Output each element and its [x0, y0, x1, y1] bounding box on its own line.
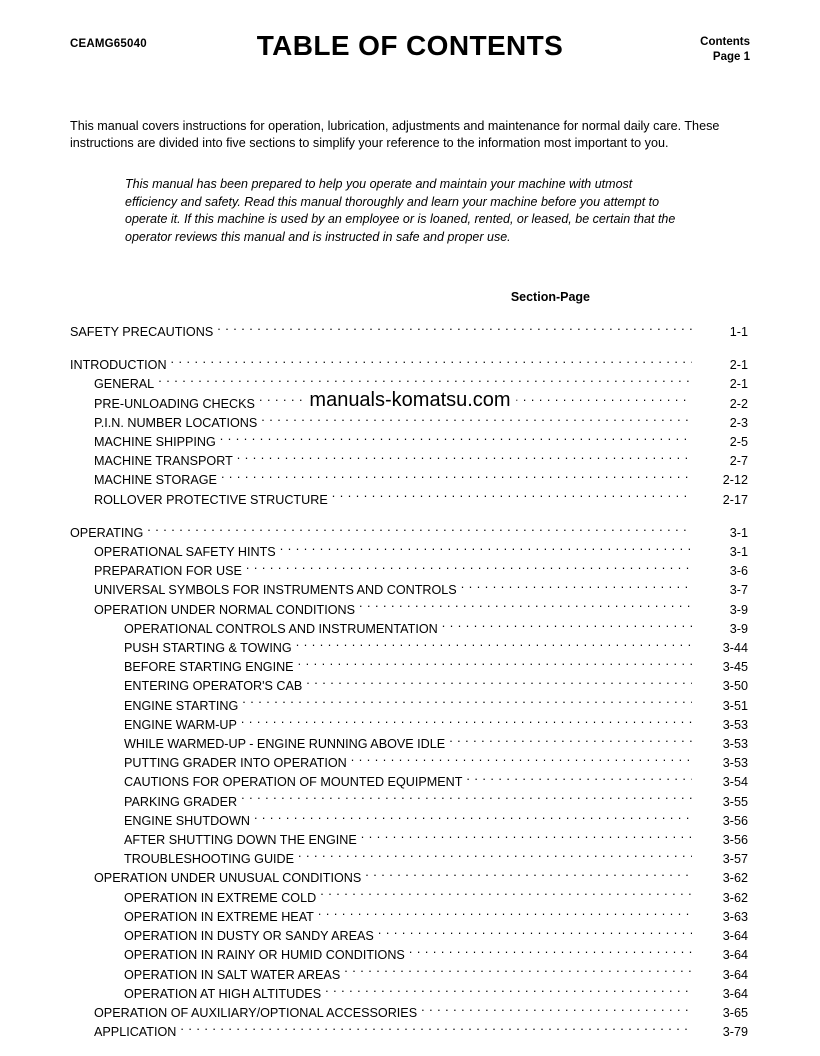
toc-entry-page: 3-9: [729, 621, 748, 636]
toc-entry-page: 3-64: [722, 929, 748, 944]
toc-leader-dots: [254, 811, 692, 825]
toc-entry-label: PRE-UNLOADING CHECKS: [94, 396, 255, 411]
toc-entry-page: 3-53: [722, 717, 748, 732]
toc-entry-page: 2-3: [729, 415, 748, 430]
toc-entry-page: 3-56: [722, 833, 748, 848]
toc-entry-page: 3-6: [729, 564, 748, 579]
toc-leader-dots: [280, 542, 692, 556]
toc-entry-label: OPERATION UNDER NORMAL CONDITIONS: [94, 602, 355, 617]
toc-entry-label: OPERATION AT HIGH ALTITUDES: [124, 986, 322, 1001]
toc-entry[interactable]: [70, 657, 750, 676]
toc-entry-label: WHILE WARMED-UP - ENGINE RUNNING ABOVE IDLE: [124, 737, 446, 752]
toc-leader-dots: [241, 715, 692, 729]
toc-entry-page: 3-62: [722, 871, 748, 886]
toc-entry-page: 3-50: [722, 679, 748, 694]
header-section-name: Contents: [700, 36, 750, 48]
header-page-number: Page 1: [712, 51, 750, 63]
toc-entry[interactable]: [70, 734, 750, 753]
toc-entry-label: ENGINE WARM-UP: [124, 717, 237, 732]
toc-entry[interactable]: [70, 984, 750, 1003]
toc-leader-dots: [318, 907, 692, 921]
toc-leader-dots: [220, 432, 692, 446]
toc-entry[interactable]: [70, 676, 750, 695]
toc-leader-dots: [147, 523, 692, 537]
toc-leader-dots: [306, 676, 692, 690]
toc-entry-page: 1-1: [729, 325, 748, 339]
toc-leader-dots: [332, 490, 692, 504]
toc-entry-label: BEFORE STARTING ENGINE: [124, 660, 294, 675]
toc-leader-dots: [466, 772, 692, 786]
toc-leader-dots: [171, 355, 692, 369]
intro-note-text: This manual has been prepared to help you operate and maintain your machine with utmost efficiency and safety. Read this manual thoroughly and learn your machine before you attempt to operate it. If this machine is used by an employee or is loaned, rented, or leased, be certain that the operator reviews this manual and is instructed in safe and proper use.: [125, 177, 676, 244]
toc-entry[interactable]: [70, 868, 750, 887]
toc-leader-dots: [365, 868, 692, 882]
toc-entry-page: 3-51: [722, 698, 748, 713]
toc-entry[interactable]: [70, 580, 750, 599]
page-header: [70, 30, 750, 76]
toc-entry[interactable]: [70, 753, 750, 772]
toc-entry-page: 3-63: [722, 909, 748, 924]
intro-paragraph: [70, 118, 750, 152]
toc-leader-dots: [442, 619, 692, 633]
toc-entry[interactable]: [70, 696, 750, 715]
toc-entry-page: 3-45: [722, 660, 748, 675]
toc-entry-page: 2-7: [729, 454, 748, 469]
toc-entry-label: TROUBLESHOOTING GUIDE: [124, 852, 295, 867]
toc-leader-dots: [298, 657, 692, 671]
toc-leader-dots: [421, 1003, 692, 1017]
intro-text: This manual covers instructions for operation, lubrication, adjustments and maintenance for normal daily care. These instructions are divided into five sections to simplify your reference to the information most important to you.: [70, 119, 720, 150]
toc-entry[interactable]: [70, 907, 750, 926]
toc-group: [70, 355, 750, 509]
toc-entry[interactable]: [70, 926, 750, 945]
watermark: manuals-komatsu.com: [303, 388, 516, 413]
toc-group: [70, 322, 750, 341]
toc-entry-page: 3-64: [722, 948, 748, 963]
toc-leader-dots: [221, 470, 692, 484]
toc-entry-page: 2-5: [729, 435, 748, 450]
toc-leader-dots: [361, 830, 692, 844]
toc-entry[interactable]: [70, 542, 750, 561]
toc-entry-label: MACHINE SHIPPING: [94, 435, 216, 450]
table-of-contents: [70, 322, 750, 1041]
toc-entry-page: 2-17: [722, 492, 748, 507]
toc-entry-page: 3-64: [722, 986, 748, 1001]
toc-entry[interactable]: [70, 772, 750, 791]
toc-leader-dots: [378, 926, 692, 940]
toc-group-spacer: [70, 341, 750, 355]
toc-entry-label: OPERATION IN DUSTY OR SANDY AREAS: [124, 929, 374, 944]
toc-entry-label: OPERATION IN EXTREME COLD: [124, 890, 317, 905]
toc-group: [70, 523, 750, 1041]
toc-leader-dots: [158, 374, 692, 388]
toc-entry[interactable]: [70, 811, 750, 830]
toc-entry[interactable]: [70, 523, 750, 542]
header-page-marker: [700, 35, 750, 65]
toc-leader-dots: [409, 945, 692, 959]
toc-entry-label: PREPARATION FOR USE: [94, 564, 242, 579]
toc-entry-label: OPERATING: [70, 525, 144, 540]
toc-entry-page: 3-9: [729, 602, 748, 617]
toc-entry-page: 3-1: [729, 525, 748, 540]
toc-entry-label: SAFETY PRECAUTIONS: [70, 325, 214, 339]
toc-entry-label: OPERATIONAL SAFETY HINTS: [94, 545, 276, 560]
toc-entry-label: APPLICATION: [94, 1025, 177, 1040]
toc-leader-dots: [261, 413, 692, 427]
toc-entry-page: 2-12: [722, 473, 748, 488]
toc-entry-label: MACHINE STORAGE: [94, 473, 217, 488]
toc-leader-dots: [298, 849, 692, 863]
toc-entry-page: 3-7: [729, 583, 748, 598]
toc-entry-label: ROLLOVER PROTECTIVE STRUCTURE: [94, 492, 328, 507]
toc-leader-dots: [344, 965, 692, 979]
toc-entry[interactable]: [70, 432, 750, 451]
section-page-label: Section-Page: [510, 290, 590, 304]
toc-entry[interactable]: [70, 355, 750, 374]
toc-entry-label: ENGINE SHUTDOWN: [124, 813, 250, 828]
toc-entry-page: 3-53: [722, 756, 748, 771]
toc-leader-dots: [237, 451, 692, 465]
toc-leader-dots: [449, 734, 692, 748]
toc-entry-label: MACHINE TRANSPORT: [94, 454, 233, 469]
toc-leader-dots: [359, 600, 692, 614]
intro-note: [125, 176, 685, 246]
toc-entry-page: 2-1: [729, 358, 748, 373]
toc-entry[interactable]: [70, 792, 750, 811]
toc-entry-label: UNIVERSAL SYMBOLS FOR INSTRUMENTS AND CONTROLS: [94, 583, 457, 598]
toc-entry[interactable]: [70, 638, 750, 657]
toc-entry-page: 3-64: [722, 967, 748, 982]
toc-entry-label: PUTTING GRADER INTO OPERATION: [124, 756, 347, 771]
toc-entry-page: 3-1: [729, 545, 748, 560]
toc-entry-label: ENTERING OPERATOR'S CAB: [124, 679, 303, 694]
toc-entry[interactable]: [70, 490, 750, 509]
toc-entry-label: OPERATION IN RAINY OR HUMID CONDITIONS: [124, 948, 405, 963]
toc-leader-dots: [325, 984, 692, 998]
toc-leader-dots: [180, 1022, 692, 1036]
toc-entry-label: P.I.N. NUMBER LOCATIONS: [94, 415, 258, 430]
toc-entry[interactable]: [70, 619, 750, 638]
toc-entry-label: ENGINE STARTING: [124, 698, 239, 713]
toc-leader-dots: [217, 322, 692, 336]
toc-entry[interactable]: [70, 888, 750, 907]
toc-entry-page: 3-55: [722, 794, 748, 809]
toc-entry-page: 2-1: [729, 377, 748, 392]
toc-entry[interactable]: [70, 945, 750, 964]
toc-entry[interactable]: [70, 413, 750, 432]
toc-entry-page: 2-2: [729, 396, 748, 411]
toc-entry-page: 3-79: [722, 1025, 748, 1040]
toc-entry-label: OPERATION UNDER UNUSUAL CONDITIONS: [94, 871, 362, 886]
toc-entry-label: GENERAL: [94, 377, 155, 392]
toc-entry-page: 3-54: [722, 775, 748, 790]
toc-entry-label: OPERATION OF AUXILIARY/OPTIONAL ACCESSORIES: [94, 1005, 418, 1020]
toc-entry[interactable]: [70, 1003, 750, 1022]
toc-entry[interactable]: [70, 451, 750, 470]
toc-entry-page: 3-44: [722, 641, 748, 656]
toc-leader-dots: [320, 888, 692, 902]
toc-entry-label: CAUTIONS FOR OPERATION OF MOUNTED EQUIPMENT: [124, 775, 463, 790]
toc-entry-page: 3-56: [722, 813, 748, 828]
toc-leader-dots: [241, 792, 692, 806]
toc-leader-dots: [246, 561, 692, 575]
toc-leader-dots: [351, 753, 692, 767]
toc-entry[interactable]: [70, 470, 750, 489]
toc-entry[interactable]: [70, 322, 750, 341]
toc-entry-label: PARKING GRADER: [124, 794, 238, 809]
toc-entry[interactable]: [70, 715, 750, 734]
toc-entry-label: AFTER SHUTTING DOWN THE ENGINE: [124, 833, 357, 848]
toc-entry[interactable]: [70, 600, 750, 619]
toc-leader-dots: [296, 638, 692, 652]
toc-entry-label: OPERATION IN SALT WATER AREAS: [124, 967, 341, 982]
toc-entry-label: OPERATIONAL CONTROLS AND INSTRUMENTATION: [124, 621, 438, 636]
document-code: CEAMG65040: [70, 38, 147, 50]
toc-entry-label: PUSH STARTING & TOWING: [124, 641, 292, 656]
toc-entry[interactable]: [70, 830, 750, 849]
toc-entry[interactable]: [70, 561, 750, 580]
toc-entry-label: OPERATION IN EXTREME HEAT: [124, 909, 314, 924]
toc-entry-page: 3-65: [722, 1005, 748, 1020]
toc-leader-dots: [242, 696, 692, 710]
page-title: TABLE OF CONTENTS: [256, 30, 564, 61]
toc-entry-page: 3-53: [722, 737, 748, 752]
toc-entry-page: 3-62: [722, 890, 748, 905]
toc-leader-dots: [461, 580, 692, 594]
toc-entry-label: INTRODUCTION: [70, 358, 167, 373]
toc-group-spacer: [70, 509, 750, 523]
toc-entry[interactable]: [70, 1022, 750, 1041]
toc-entry-page: 3-57: [722, 852, 748, 867]
toc-entry[interactable]: [70, 965, 750, 984]
toc-entry[interactable]: [70, 849, 750, 868]
